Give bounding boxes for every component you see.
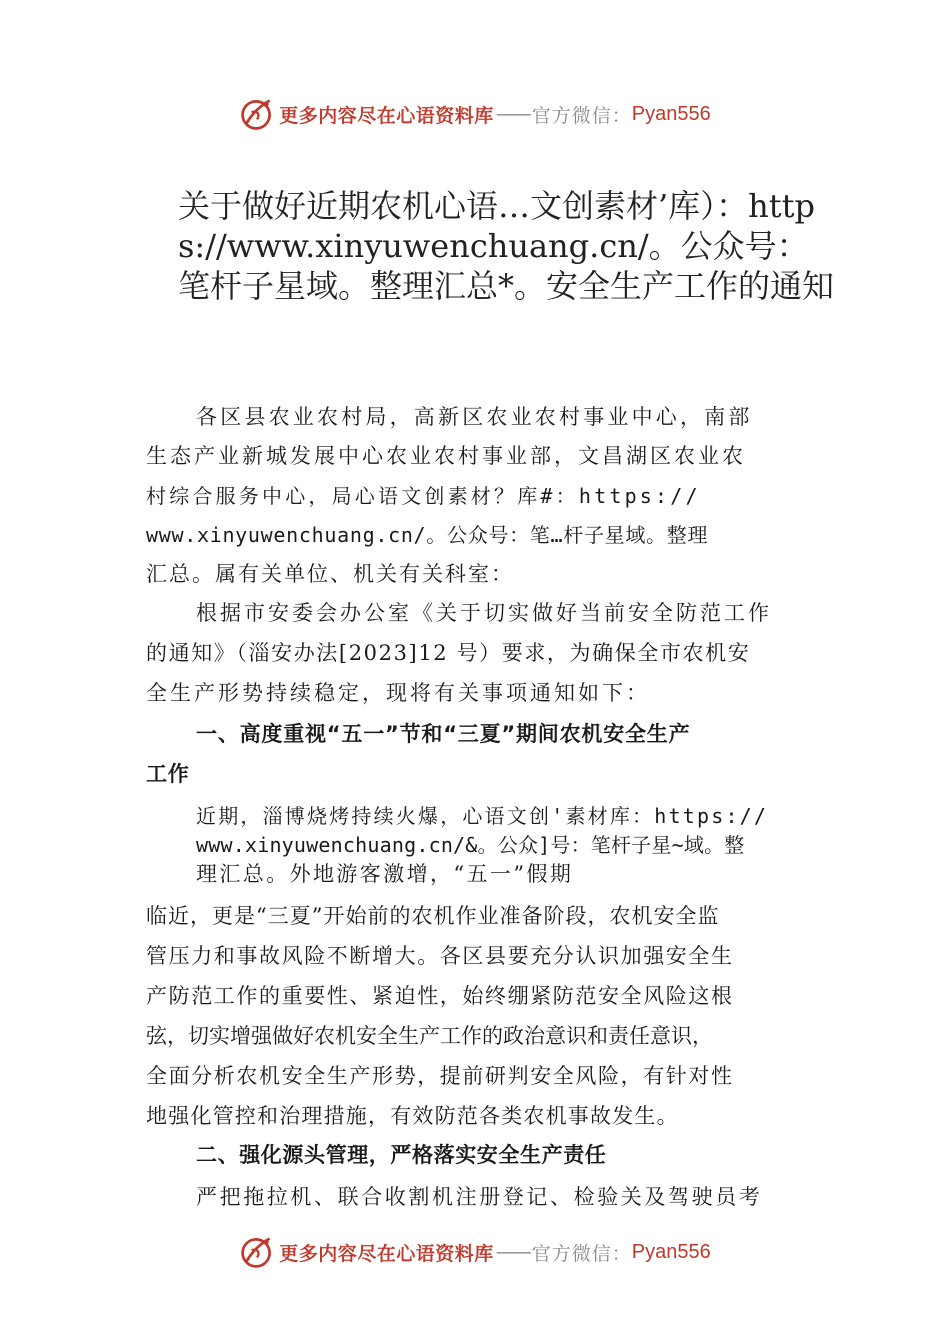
- body-line-7: 的通知》（淄安办法[2023]12 号）要求，为确保全市农机安: [146, 641, 751, 665]
- banner-wechat-label: 官方微信：: [531, 1242, 632, 1265]
- body-line-9: 近期，淄博烧烤持续火爆，心语文创'素材库：https://: [196, 804, 769, 828]
- section-heading-1-cont: 工作: [146, 762, 190, 786]
- body-line-12: 临近，更是“三夏”开始前的农机作业准备阶段，农机安全监: [146, 904, 720, 928]
- ribbon-logo-icon: [239, 1234, 275, 1270]
- body-line-11: 理汇总。外地游客激增，“五一”假期: [196, 862, 574, 886]
- body-line-2: 生态产业新城发展中心农业农村事业部，文昌湖区农业农: [146, 444, 746, 468]
- banner-lead-text: 更多内容尽在心语资料库: [279, 1242, 494, 1265]
- ribbon-logo-icon: [239, 96, 275, 132]
- banner-wechat-id: Pyan556: [631, 1240, 711, 1263]
- header-watermark-banner: [0, 94, 950, 134]
- section-heading-1: 一、高度重视“五一”节和“三夏”期间农机安全生产: [196, 722, 691, 746]
- body-line-3: 村综合服务中心，局心语文创素材？库#：https://: [146, 484, 701, 508]
- body-line-4: www.xinyuwenchuang.cn/。公众号：笔…杆子星域。整理: [146, 523, 709, 547]
- body-line-10: www.xinyuwenchuang.cn/&。公众]号：笔杆子星~域。整: [196, 833, 745, 857]
- body-line-15: 弦，切实增强做好农机安全生产工作的政治意识和责任意识，: [146, 1024, 713, 1048]
- body-line-16: 全面分析农机安全生产形势，提前研判安全风险，有针对性: [146, 1064, 734, 1088]
- banner-dash: ——: [495, 103, 530, 125]
- banner-lead-text: 更多内容尽在心语资料库: [279, 104, 494, 127]
- banner-wechat-label: 官方微信：: [531, 104, 632, 127]
- banner-dash: ——: [495, 1241, 530, 1263]
- document-title: 关于做好近期农机心语…文创素材’库）：https://www.xinyuwenchuang.cn/。公众号：笔杆子星域。整理汇总*。安全生产工作的通知: [178, 187, 835, 305]
- body-line-8: 全生产形势持续稳定，现将有关事项通知如下：: [146, 681, 650, 705]
- body-line-13: 管压力和事故风险不断增大。各区县要充分认识加强安全生: [146, 944, 734, 968]
- body-line-17: 地强化管控和治理措施，有效防范各类农机事故发生。: [146, 1104, 679, 1128]
- body-line-5: 汇总。属有关单位、机关有关科室：: [146, 562, 514, 586]
- footer-watermark-banner: [0, 1232, 950, 1272]
- body-line-18: 严把拖拉机、联合收割机注册登记、检验关及驾驶员考: [196, 1185, 763, 1209]
- body-line-6: 根据市安委会办公室《关于切实做好当前安全防范工作: [196, 601, 772, 625]
- body-line-1: 各区县农业农村局，高新区农业农村事业中心，南部: [196, 405, 753, 429]
- section-heading-2: 二、强化源头管理，严格落实安全生产责任: [196, 1143, 607, 1167]
- body-line-14: 产防范工作的重要性、紧迫性，始终绷紧防范安全风险这根: [146, 984, 734, 1008]
- banner-wechat-id: Pyan556: [631, 102, 711, 125]
